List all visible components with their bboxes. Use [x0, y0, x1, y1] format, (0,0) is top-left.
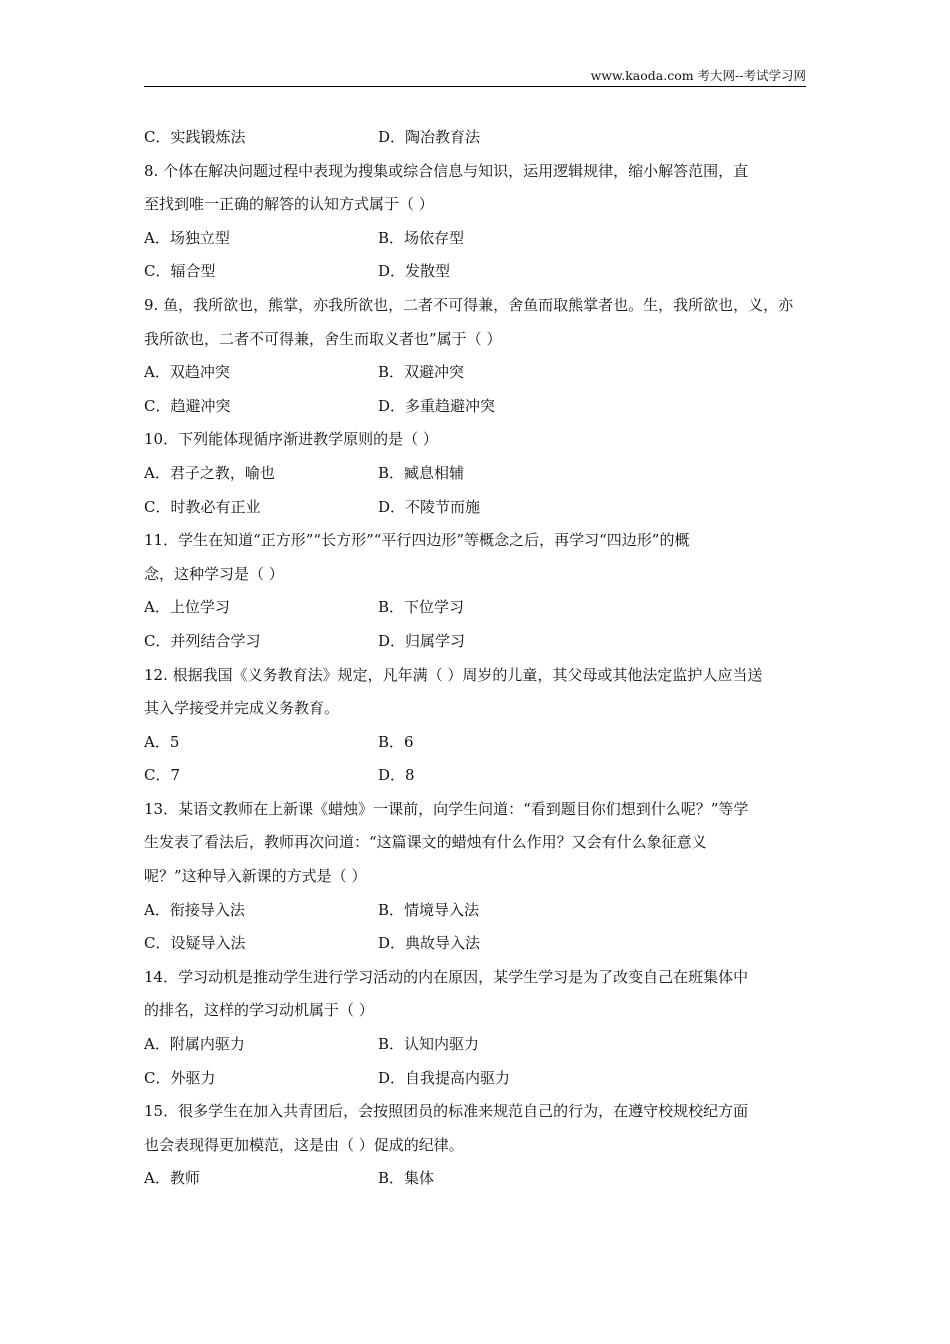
answer-option: A．场独立型 — [144, 228, 230, 247]
option-row — [144, 390, 806, 424]
answer-option: D．归属学习 — [378, 631, 466, 650]
option-row — [144, 726, 806, 760]
answer-option: A．双趋冲突 — [144, 363, 230, 382]
question-block — [144, 793, 806, 961]
answer-option: B．臧息相辅 — [378, 463, 465, 482]
answer-option: D．自我提高内驱力 — [378, 1068, 511, 1087]
answer-option: B．集体 — [378, 1169, 435, 1188]
question-stem-line: 至找到唯一正确的解答的认知方式属于（ ） — [144, 195, 434, 214]
question-block — [144, 155, 806, 289]
answer-option: C．7 — [144, 766, 181, 785]
option-row — [144, 121, 806, 155]
question-stem-line: 12. 根据我国《义务教育法》规定，凡年满（ ）周岁的儿童，其父母或其他法定监护人应当送 — [144, 665, 763, 684]
answer-option: A．教师 — [144, 1169, 200, 1188]
option-row — [144, 894, 806, 928]
answer-option: A．君子之教，喻也 — [144, 463, 275, 482]
question-block — [144, 1095, 806, 1196]
question-stem-line: 念，这种学习是（ ） — [144, 564, 284, 583]
question-stem-line: 呢？”这种导入新课的方式是（ ） — [144, 867, 367, 886]
answer-option: C．设疑导入法 — [144, 934, 246, 953]
answer-option: B．双避冲突 — [378, 363, 465, 382]
option-row — [144, 356, 806, 390]
option-row — [144, 222, 806, 256]
option-row — [144, 457, 806, 491]
question-stem-line: 15．很多学生在加入共青团后，会按照团员的标准来规范自己的行为，在遵守校规校纪方面 — [144, 1102, 749, 1121]
answer-option: A．衔接导入法 — [144, 900, 245, 919]
option-row — [144, 1162, 806, 1196]
option-row — [144, 491, 806, 525]
question-stem-line: 9. 鱼，我所欲也，熊掌，亦我所欲也，二者不可得兼，舍鱼而取熊掌者也。生，我所欲也，义，亦 — [144, 295, 794, 314]
answer-option: B．下位学习 — [378, 598, 465, 617]
question-stem-line: 14．学习动机是推动学生进行学习活动的内在原因，某学生学习是为了改变自己在班集体中 — [144, 967, 749, 986]
question-stem-line: 10．下列能体现循序渐进教学原则的是（ ） — [144, 430, 438, 449]
answer-option: D．不陵节而施 — [378, 497, 481, 516]
answer-option: B．认知内驱力 — [378, 1035, 480, 1054]
answer-option: C．外驱力 — [144, 1068, 216, 1087]
option-row — [144, 591, 806, 625]
answer-option: C．实践锻炼法 — [144, 128, 246, 146]
option-row — [144, 1028, 806, 1062]
question-stem-line: 8. 个体在解决问题过程中表现为搜集或综合信息与知识，运用逻辑规律，缩小解答范围，直 — [144, 161, 749, 180]
answer-option: D．发散型 — [378, 262, 451, 281]
answer-option: C．趋避冲突 — [144, 396, 231, 415]
answer-option: D．8 — [378, 766, 415, 785]
answer-option: B．情境导入法 — [378, 900, 480, 919]
question-stem-line: 也会表现得更加模范，这是由（ ）促成的纪律。 — [144, 1135, 464, 1154]
answer-option: C．辐合型 — [144, 262, 216, 281]
question-block — [144, 524, 806, 658]
question-block — [144, 289, 806, 423]
question-list — [144, 121, 806, 1196]
question-stem-line: 其入学接受并完成义务教育。 — [144, 699, 340, 718]
question-block — [144, 121, 806, 155]
question-block — [144, 659, 806, 793]
answer-option: D．多重趋避冲突 — [378, 396, 496, 415]
question-block — [144, 961, 806, 1095]
question-stem-line: 13．某语文教师在上新课《蜡烛》一课前，向学生问道：“看到题目你们想到什么呢？”等学 — [144, 799, 749, 818]
answer-option: C．时教必有正业 — [144, 497, 261, 516]
answer-option: A．附属内驱力 — [144, 1035, 245, 1054]
option-row — [144, 625, 806, 659]
answer-option: A．上位学习 — [144, 598, 230, 617]
question-stem-line: 生发表了看法后，教师再次问道：“这篇课文的蜡烛有什么作用？又会有什么象征意义 — [144, 833, 707, 852]
answer-option: B．6 — [378, 732, 414, 751]
page-header — [144, 64, 806, 87]
question-stem-line: 我所欲也，二者不可得兼，舍生而取义者也”属于（ ） — [144, 329, 502, 348]
option-row — [144, 927, 806, 961]
answer-option: D．典故导入法 — [378, 934, 481, 953]
answer-option: B．场依存型 — [378, 228, 465, 247]
option-row — [144, 255, 806, 289]
header-source-text: www.kaoda.com 考大网--考试学习网 — [590, 68, 806, 83]
question-stem-line: 11．学生在知道“正方形”“长方形”“平行四边形”等概念之后，再学习“四边形”的概 — [144, 531, 690, 550]
answer-option: D．陶冶教育法 — [378, 128, 481, 146]
option-row — [144, 759, 806, 793]
answer-option: A．5 — [144, 732, 180, 751]
answer-option: C．并列结合学习 — [144, 631, 261, 650]
question-stem-line: 的排名，这样的学习动机属于（ ） — [144, 1001, 374, 1020]
question-block — [144, 423, 806, 524]
option-row — [144, 1062, 806, 1096]
